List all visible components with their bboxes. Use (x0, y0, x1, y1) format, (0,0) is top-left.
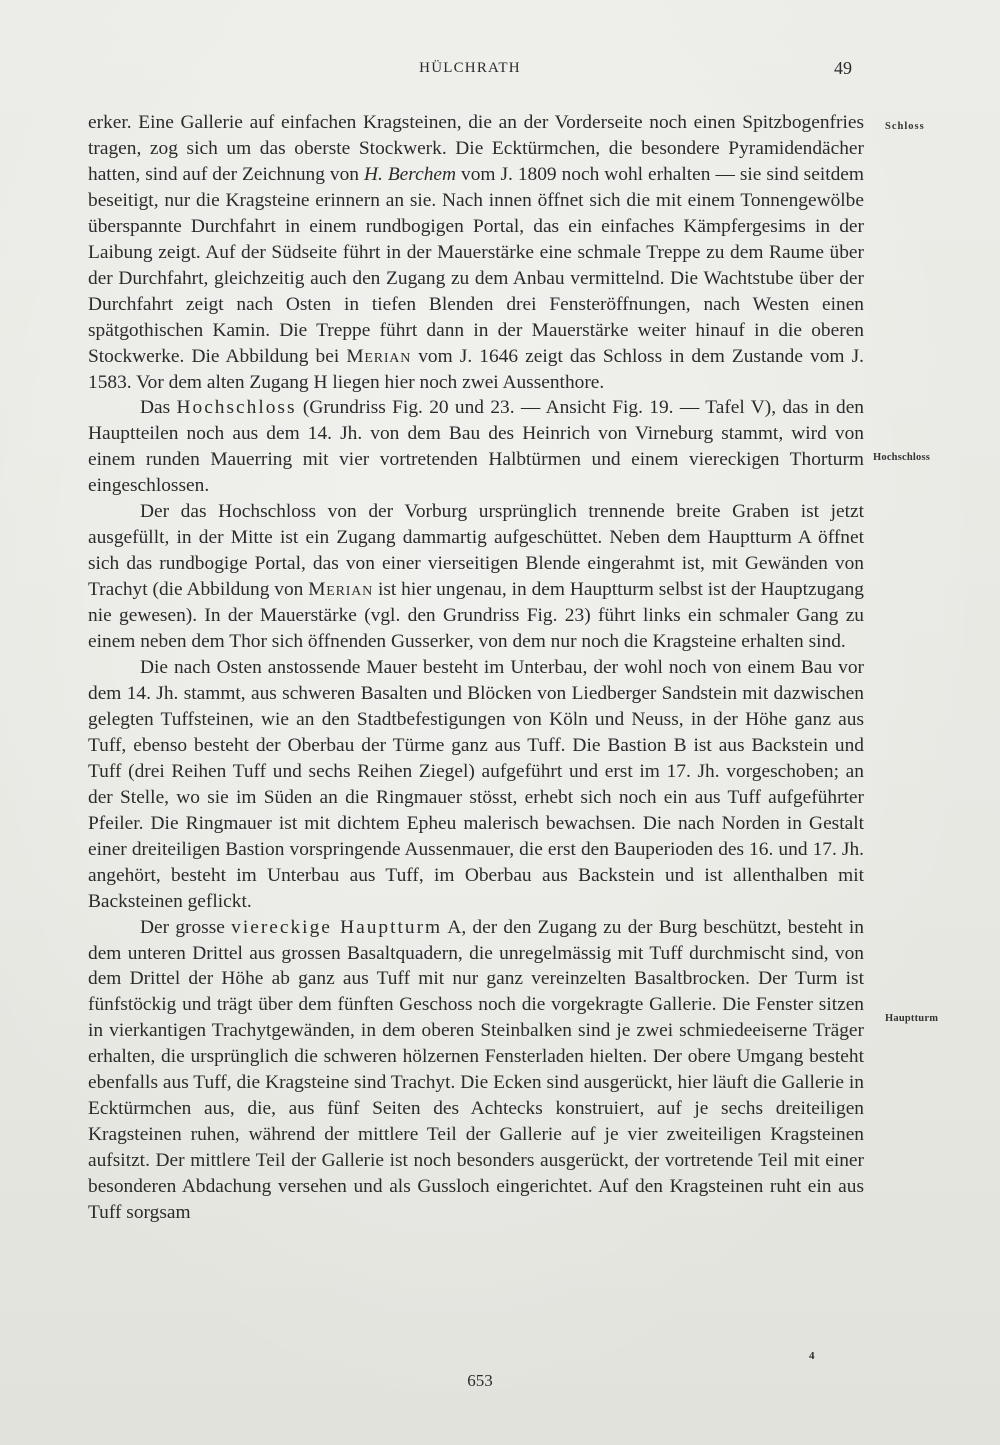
text-run: A, der den Zugang zu der Burg beschützt, besteht in dem unteren Drittel aus grossen Basaltquadern, die unregelmässig mit Tuff durchmischt sind, von dem Drittel der Höhe ab ganz aus Tuff mit nur ganz vereinzelten Basaltbrocken. Der Turm ist fünfstöckig und trägt über dem fünften Geschoss noch die vorgekragte Gallerie. Die Fenster sitzen in vierkantigen Trachytgewänden, in dem oberen Steinbalken sind je zwei schmiedeeiserne Träger erhalten, die ursprünglich die schweren hölzernen Fensterladen hielten. Der obere Umgang besteht ebenfalls aus Tuff, die Kragsteine sind Trachyt. Die Ecken sind ausgerückt, hier läuft die Gallerie in Ecktürmchen aus, die, aus fünf Seiten des Achtecks konstruiert, auf je sechs dreiteiligen Kragsteinen ruhen, während der mittlere Teil der Gallerie auf je vier zweiteiligen Kragsteinen aufsitzt. Der mittlere Teil der Gallerie ist noch besonders ausgerückt, der vortretende Teil mit einer besonderen Abdachung versehen und als Gussloch eingerichtet. Auf den Kragsteinen ruht ein aus Tuff sorgsam (88, 916, 864, 1224)
body-text (88, 110, 864, 1226)
spaced-term: viereckige Hauptturm (231, 916, 443, 938)
page-header (88, 58, 852, 82)
author-name: Merian (308, 579, 374, 601)
footer-page-number: 653 (467, 1371, 493, 1390)
paragraph-3 (88, 499, 864, 655)
paragraph-5 (88, 915, 864, 1226)
spaced-term: Hochschloss (176, 397, 297, 419)
text-run: Der das Hochschloss von der Vorburg ursprünglich trennende breite Graben ist jetzt ausgefüllt, in der Mitte ist ein Zugang dammartig aufgeschüttet. Neben dem Hauptturm A öffnet sich das rundbogige Portal, das von einer vierseitigen Blende eingerahmt ist, mit Gewänden von Trachyt (die Abbildung von (88, 501, 864, 601)
margin-note-hauptturm: Hauptturm (885, 1013, 939, 1024)
text-run: vom J. 1809 noch wohl erhalten — sie sind seitdem beseitigt, nur die Kragsteine erinnern an sie. Nach innen öffnet sich die mit einem Tonnengewölbe überspannte Durchfahrt in einem rundbogigen Portal, das ein einfaches Kämpfergesims in der Laibung zeigt. Auf der Südseite führt in der Mauerstärke eine schmale Treppe zu dem Raume über der Durchfahrt, gleichzeitig auch den Zugang zu dem Anbau vermittelnd. Die Wachtstube über der Durchfahrt zeigt nach Osten in tiefen Blenden drei Fensteröffnungen, nach Westen einen spätgothischen Kamin. Die Treppe führt dann in der Mauerstärke weiter hinauf in die oberen Stockwerke. Die Abbildung bei (88, 163, 864, 367)
page-number: 49 (834, 58, 852, 78)
paragraph-2 (88, 395, 864, 499)
text-run: (Grundriss Fig. 20 und 23. — Ansicht Fig. 19. — Tafel V), das in den Hauptteilen noch aus dem 14. Jh. von dem Bau des Heinrich von Virneburg stammt, wird von einem runden Mauerring mit vier vortretenden Halbtürmen und einem viereckigen Thorturm eingeschlossen. (88, 397, 864, 497)
author-name: Merian (346, 345, 412, 367)
signature-mark: 4 (809, 1350, 815, 1362)
running-head: HÜLCHRATH (419, 60, 521, 76)
margin-note-hochschloss: Hochschloss (873, 452, 931, 463)
text-run: Das (140, 397, 177, 419)
text-run: vom J. 1646 zeigt das Schloss in dem Zustande vom J. 1583. Vor dem alten Zugang H liegen hier noch zwei Aussenthore. (88, 345, 864, 393)
margin-note-schloss: Schloss (885, 121, 925, 132)
paragraph-1 (88, 110, 864, 395)
person-name: H. Berchem (363, 163, 457, 185)
text-run: erker. Eine Gallerie auf einfachen Kragsteinen, die an der Vorderseite noch einen Spitzbogenfries tragen, zog sich um das oberste Stockwerk. Die Ecktürmchen, die besondere Pyramidendächer hatten, sind auf der Zeichnung von (88, 112, 864, 185)
text-run: ist hier ungenau, in dem Hauptturm selbst ist der Hauptzugang nie gewesen). In der Mauerstärke (vgl. den Grundriss Fig. 23) führt links ein schmaler Gang zu einem neben dem Thor sich öffnenden Gusserker, von dem nur noch die Kragsteine erhalten sind. (88, 579, 864, 653)
text-run: Der grosse (140, 916, 232, 938)
paragraph-4: Die nach Osten anstossende Mauer besteht im Unterbau, der wohl noch von einem Bau vor dem 14. Jh. stammt, aus schweren Basalten und Blöcken von Liedberger Sandstein mit dazwischen gelegten Tuffsteinen, wie an den Stadtbefestigungen von Köln und Neuss, in der Höhe ganz aus Tuff, ebenso besteht der Oberbau der Türme ganz aus Tuff. Die Bastion B ist aus Backstein und Tuff (drei Reihen Tuff und sechs Reihen Ziegel) aufgeführt und erst im 17. Jh. vorgeschoben; an der Stelle, wo sie im Süden an die Ringmauer stösst, erhebt sich noch ein aus Tuff aufgeführter Pfeiler. Die Ringmauer ist mit dichtem Epheu malerisch bewachsen. Die nach Norden in Gestalt einer dreiteiligen Bastion vorspringende Aussenmauer, die erst den Bauperioden des 16. und 17. Jh. angehört, besteht im Unterbau aus Tuff, im Oberbau aus Backstein und ist allenthalben mit Backsteinen geflickt. (88, 657, 864, 912)
